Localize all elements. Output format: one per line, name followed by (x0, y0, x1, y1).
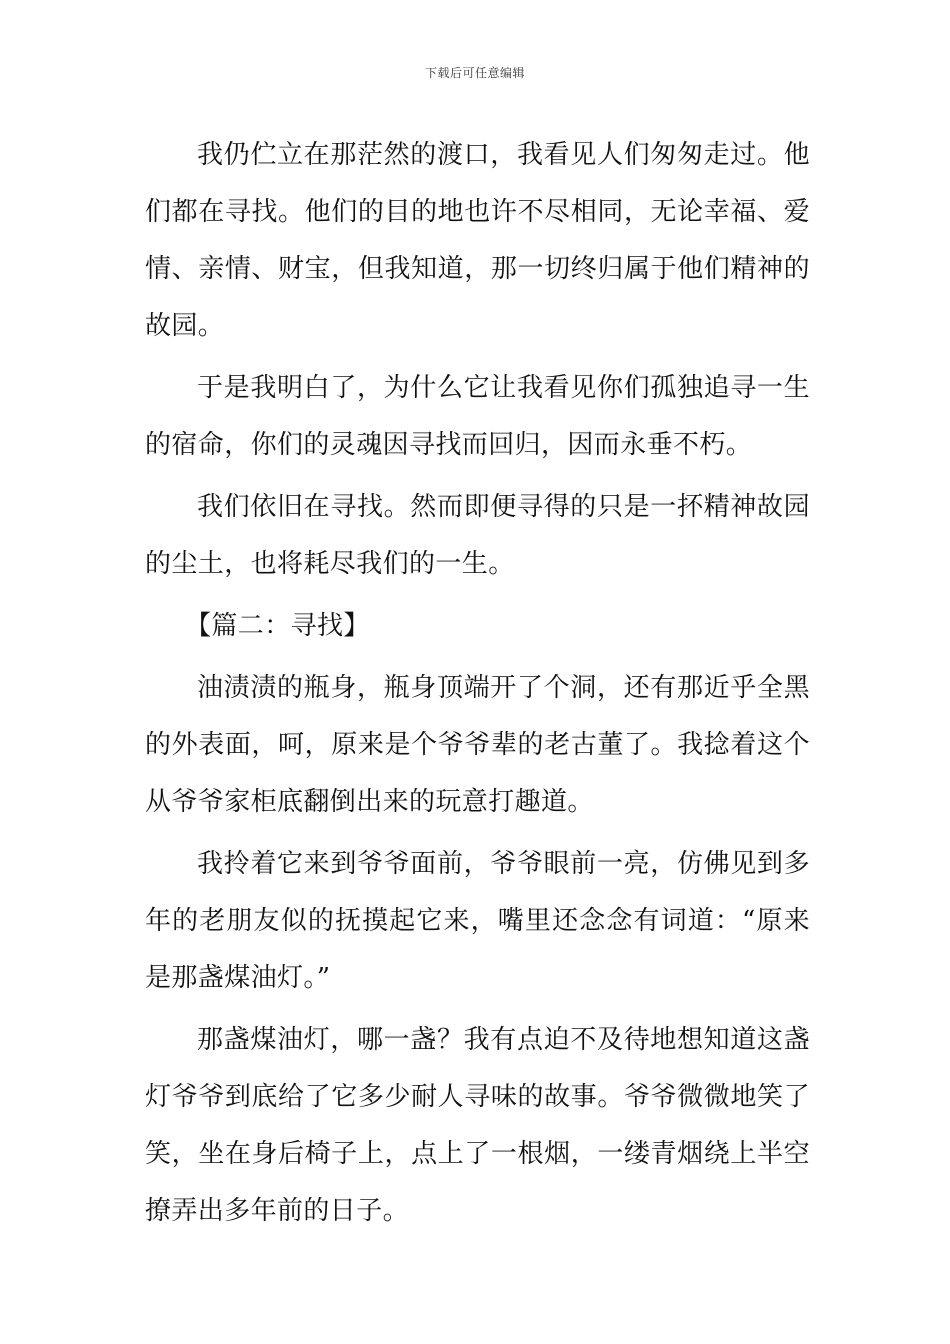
section-title: 【篇二：寻找】 (185, 611, 370, 641)
document-body (145, 127, 810, 1245)
paragraph: 我仍伫立在那茫然的渡口，我看见人们匆匆走过。他们都在寻找。他们的目的地也许不尽相同，无论幸福、爱情、亲情、财宝，但我知道，那一切终归属于他们精神的故园。 (145, 140, 810, 341)
page-header: 下载后可任意编辑 (424, 66, 525, 80)
paragraph: 我拎着它来到爷爷面前，爷爷眼前一亮，仿佛见到多年的老朋友似的抚摸起它来，嘴里还念念有词道：“原来是那盏煤油灯。” (145, 849, 810, 993)
paragraph: 我们依旧在寻找。然而即便寻得的只是一抔精神故园的尘土，也将耗尽我们的一生。 (145, 492, 810, 579)
paragraph: 于是我明白了，为什么它让我看见你们孤独追寻一生的宿命，你们的灵魂因寻找而回归，因而永垂不朽。 (145, 373, 810, 460)
paragraph: 油渍渍的瓶身，瓶身顶端开了个洞，还有那近乎全黑的外表面，呵，原来是个爷爷辈的老古董了。我捻着这个从爷爷家柜底翻倒出来的玩意打趣道。 (145, 673, 810, 817)
paragraph: 那盏煤油灯，哪一盏？我有点迫不及待地想知道这盏灯爷爷到底给了它多少耐人寻味的故事。爷爷微微地笑了笑，坐在身后椅子上，点上了一根烟，一缕青烟绕上半空撩弄出多年前的日子。 (145, 1025, 810, 1226)
